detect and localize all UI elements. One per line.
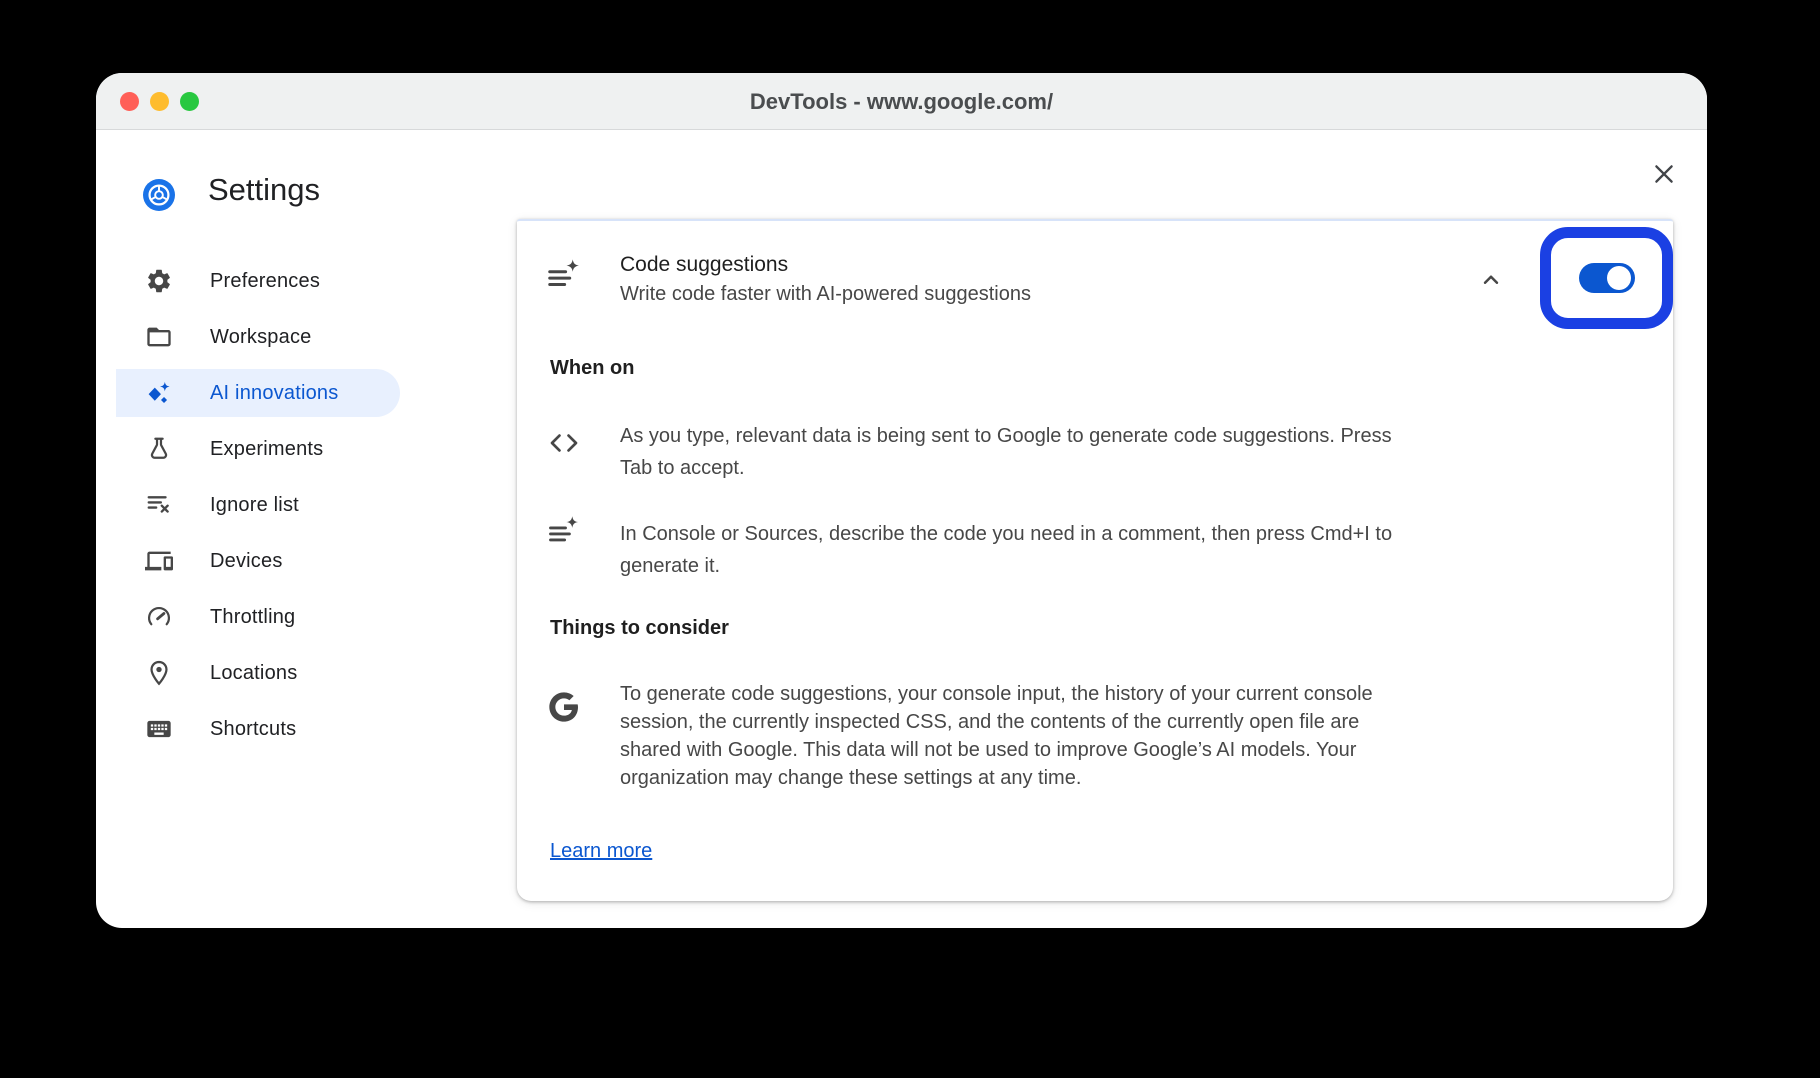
text-line: session, the currently inspected CSS, and the contents of the currently open file are [620, 711, 1360, 733]
location-pin-icon [145, 659, 173, 687]
bullet-text [620, 420, 1392, 484]
sidebar-item-experiments[interactable] [116, 425, 400, 473]
sidebar-item-shortcuts[interactable] [116, 705, 400, 753]
folder-icon [145, 323, 173, 351]
sidebar-item-locations[interactable] [116, 649, 400, 697]
keyboard-icon [145, 715, 173, 743]
google-g-icon [548, 691, 580, 723]
devices-icon [145, 547, 173, 575]
sidebar-item-devices[interactable] [116, 537, 400, 585]
toggle-focus-ring [1540, 227, 1673, 329]
close-icon [1651, 175, 1677, 190]
setting-title: Code suggestions [620, 253, 789, 276]
sidebar-item-workspace[interactable] [116, 313, 400, 361]
learn-more-link[interactable]: Learn more [550, 840, 653, 862]
flask-icon [145, 435, 173, 463]
text-line: shared with Google. This data will not be used to improve Google’s AI models. Your [620, 739, 1357, 761]
titlebar[interactable] [96, 73, 1707, 130]
text-line: organization may change these settings at any time. [620, 767, 1082, 789]
sidebar-item-label: Devices [210, 549, 283, 572]
sidebar-item-label: AI innovations [210, 381, 339, 404]
text-line: generate it. [620, 555, 721, 577]
close-settings-button[interactable] [1647, 157, 1681, 191]
toggle-knob [1607, 266, 1631, 290]
sidebar-item-label: Ignore list [210, 493, 299, 516]
sidebar-item-label: Locations [210, 661, 298, 684]
ignore-list-icon [145, 491, 173, 519]
sidebar-item-label: Workspace [210, 325, 312, 348]
sidebar-item-preferences[interactable] [116, 257, 400, 305]
code-icon [548, 427, 580, 459]
text-line: As you type, relevant data is being sent to Google to generate code suggestions. Press [620, 425, 1392, 447]
setting-subtitle: Write code faster with AI-powered suggestions [620, 283, 1031, 305]
sidebar-item-label: Shortcuts [210, 717, 297, 740]
sidebar-item-throttling[interactable] [116, 593, 400, 641]
sidebar-item-ignore-list[interactable] [116, 481, 400, 529]
sidebar-item-label: Throttling [210, 605, 296, 628]
code-suggestions-card [517, 219, 1673, 901]
window-title: DevTools - www.google.com/ [749, 89, 1054, 114]
gear-icon [145, 267, 173, 295]
ai-spark-icon [145, 379, 173, 407]
bullet-text [620, 518, 1392, 582]
settings-nav [116, 257, 400, 761]
settings-page-title: Settings [208, 172, 321, 207]
things-to-consider-heading: Things to consider [550, 617, 729, 639]
sidebar-item-ai-innovations[interactable] [116, 369, 400, 417]
devtools-settings-window [96, 73, 1707, 928]
text-line: To generate code suggestions, your console input, the history of your current console [620, 683, 1373, 705]
chevron-up-icon [1478, 281, 1504, 296]
text-line: Tab to accept. [620, 457, 745, 479]
pen-spark-icon [545, 255, 583, 293]
bullet-text [620, 680, 1373, 792]
when-on-heading: When on [550, 357, 635, 379]
speedometer-icon [145, 603, 173, 631]
collapse-section-button[interactable] [1472, 263, 1510, 299]
code-suggestions-toggle[interactable] [1579, 263, 1635, 293]
sidebar-item-label: Experiments [210, 437, 324, 460]
text-line: In Console or Sources, describe the code you need in a comment, then press Cmd+I to [620, 523, 1393, 545]
devtools-logo-icon [143, 179, 175, 211]
pen-spark-icon [546, 512, 582, 548]
sidebar-item-label: Preferences [210, 269, 321, 292]
